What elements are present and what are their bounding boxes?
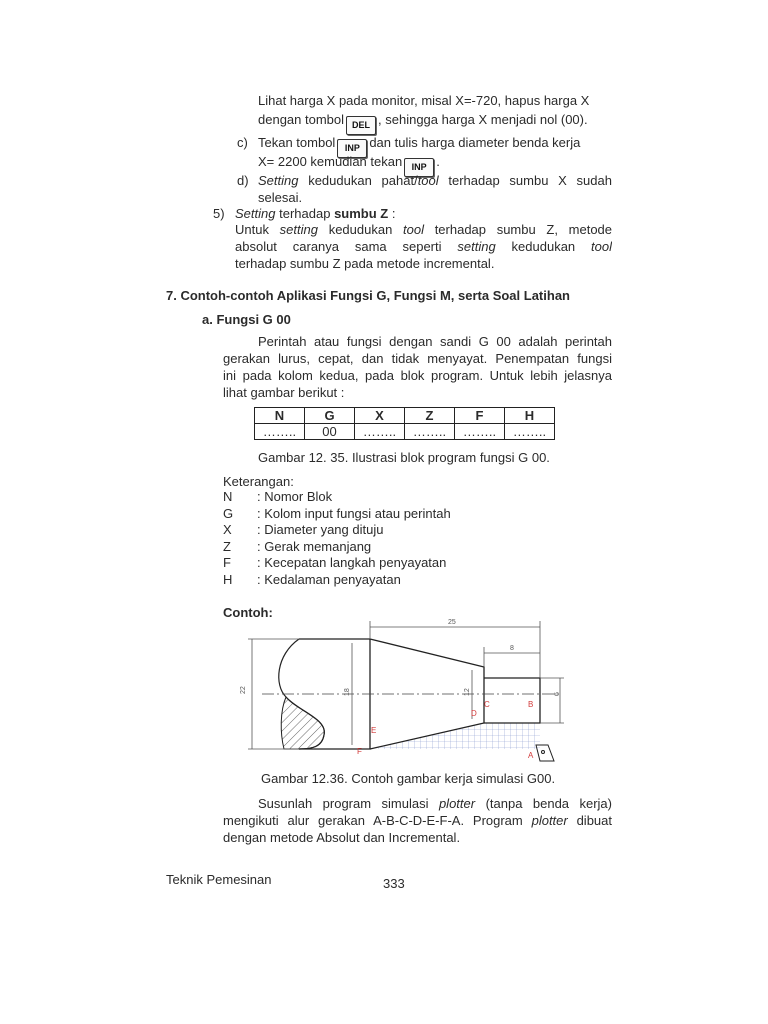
point-e: E — [371, 726, 377, 735]
hatched-section — [281, 697, 324, 749]
point-f: F — [357, 747, 362, 756]
list-item: F : Kecepatan langkah penyayatan — [223, 555, 447, 570]
contoh-label: Contoh: — [223, 605, 273, 620]
value-f: …….. — [455, 424, 505, 440]
value-h: …….. — [505, 424, 555, 440]
section7-heading: 7. Contoh-contoh Aplikasi Fungsi G, Fungsi M, serta Soal Latihan — [166, 288, 570, 303]
figure-caption-12-36: Gambar 12.36. Contoh gambar kerja simulasi G00. — [261, 771, 556, 786]
svg-text:25: 25 — [448, 619, 456, 626]
header-f: F — [455, 408, 505, 424]
table-row — [255, 424, 555, 440]
inp-key-icon: INP — [404, 158, 434, 177]
list-item: N : Nomor Blok — [223, 489, 333, 504]
header-n: N — [255, 408, 305, 424]
page-number: 333 — [383, 876, 405, 891]
work-drawing-g00 — [228, 615, 568, 765]
g00-paragraph: Perintah atau fungsi dengan sandi G 00 adalah perintah gerakan lurus, cepat, dan tidak menyayat. Penempatan fungsi ini pada kolom kedua, pada blok program. Untuk lebih jelasnya lihat gambar berikut : — [223, 334, 612, 400]
figure-caption-12-35: Gambar 12. 35. Ilustrasi blok program fungsi G 00. — [258, 450, 550, 465]
dimension-texts — [240, 619, 561, 696]
header-h: H — [505, 408, 555, 424]
keterangan-list — [223, 489, 451, 588]
header-x: X — [355, 408, 405, 424]
table-header-row — [255, 408, 555, 424]
step5-marker: 5) — [213, 206, 225, 221]
inp-key-icon: INP — [337, 139, 367, 158]
point-d: D — [471, 709, 477, 718]
block-program-table — [254, 407, 555, 440]
step4-line2: dengan tombol DEL , sehingga harga X menjadi nol (00). — [258, 111, 588, 135]
closing-paragraph: Susunlah program simulasi plotter (tanpa benda kerja) mengikuti alur gerakan A-B-C-D-E-F-A. Program plotter dibuat dengan metode Absolut dan Incremental. — [223, 796, 612, 845]
point-c: C — [484, 700, 490, 709]
list-item: H : Kedalaman penyayatan — [223, 571, 401, 587]
list-item: G : Kolom input fungsi atau perintah — [223, 505, 451, 521]
step-c-line2: X= 2200 kemudian tekan INP . — [258, 153, 440, 177]
value-z: …….. — [405, 424, 455, 440]
section7a-heading: a. Fungsi G 00 — [202, 312, 291, 327]
step-c-line1: Tekan tombol INP dan tulis harga diameter benda kerja — [258, 134, 580, 158]
svg-text:12: 12 — [464, 688, 471, 696]
footer-title: Teknik Pemesinan — [166, 872, 272, 887]
list-item: X : Diameter yang dituju — [223, 522, 384, 537]
step5-title: Setting terhadap sumbu Z : — [235, 206, 396, 221]
step-d-text: Setting kedudukan pahat/tool terhadap sumbu X sudah selesai. — [258, 173, 612, 205]
list-item: Z : Gerak memanjang — [223, 538, 372, 554]
value-n: …….. — [255, 424, 305, 440]
step4-line1: Lihat harga X pada monitor, misal X=-720, hapus harga X — [258, 93, 590, 108]
header-z: Z — [405, 408, 455, 424]
point-a: A — [528, 751, 534, 760]
grid-area — [370, 723, 540, 749]
step5-body: Untuk setting kedudukan tool terhadap sumbu Z, metode absolut caranya sama seperti setting kedudukan tool terhadap sumbu Z pada metode incremental. — [235, 222, 612, 271]
svg-text:18: 18 — [344, 688, 351, 696]
step-c-marker: c) — [237, 135, 248, 150]
svg-text:6: 6 — [554, 692, 561, 696]
keterangan-title: Keterangan: — [223, 474, 294, 489]
step-d-marker: d) — [237, 173, 249, 188]
value-g: 00 — [305, 424, 355, 440]
svg-text:8: 8 — [510, 645, 514, 652]
value-x: …….. — [355, 424, 405, 440]
del-key-icon: DEL — [346, 116, 376, 135]
header-g: G — [305, 408, 355, 424]
svg-text:22: 22 — [240, 686, 247, 694]
point-b: B — [528, 700, 534, 709]
